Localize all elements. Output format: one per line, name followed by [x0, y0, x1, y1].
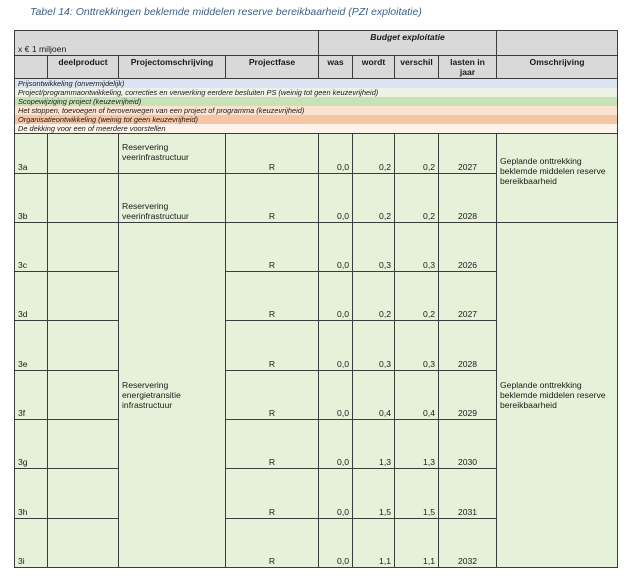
value-wordt: 1,3	[353, 420, 395, 469]
project-phase: R	[226, 371, 319, 420]
value-verschil: 0,2	[395, 174, 439, 223]
project-phase: R	[226, 272, 319, 321]
table-row	[15, 134, 618, 174]
legend-item: Project/programmaontwikkeling, correcties en verwerking eerdere besluiten PS (weinig tot geen keuzevrijheid)	[15, 88, 618, 97]
legend-item: Het stoppen, toevoegen of heroverwegen van een project of programma (keuzevrijheid)	[15, 106, 618, 115]
project-description: Reservering veerinfrastructuur	[119, 134, 226, 174]
table-row	[15, 223, 618, 272]
deelproduct-cell	[48, 223, 119, 272]
deelproduct-cell	[48, 134, 119, 174]
table-caption: Tabel 14: Onttrekkingen beklemde middelen reserve bereikbaarheid (PZI exploitatie)	[30, 6, 422, 18]
value-verschil: 0,4	[395, 371, 439, 420]
value-year: 2028	[439, 174, 497, 223]
project-description: Reservering veerinfrastructuur	[119, 174, 226, 223]
col-projectfase: Projectfase	[226, 56, 319, 79]
legend-row	[15, 88, 618, 97]
col-was: was	[319, 56, 353, 79]
value-year: 2031	[439, 469, 497, 519]
omschrijving-group1: Geplande onttrekking beklemde middelen reserve bereikbaarheid	[497, 134, 618, 223]
header-empty-cell	[497, 31, 618, 56]
value-year: 2028	[439, 321, 497, 371]
value-verschil: 0,2	[395, 134, 439, 174]
value-was: 0,0	[319, 174, 353, 223]
deelproduct-cell	[48, 469, 119, 519]
row-id: 3f	[15, 371, 48, 420]
project-phase: R	[226, 174, 319, 223]
value-verschil: 0,2	[395, 272, 439, 321]
header-row-top	[15, 31, 618, 56]
value-wordt: 0,2	[353, 134, 395, 174]
value-verschil: 0,3	[395, 321, 439, 371]
value-was: 0,0	[319, 420, 353, 469]
row-id: 3i	[15, 519, 48, 568]
value-was: 0,0	[319, 321, 353, 371]
value-verschil: 1,5	[395, 469, 439, 519]
legend-item: Scopewijziging project (keuzevrijheid)	[15, 97, 618, 106]
project-phase: R	[226, 134, 319, 174]
value-was: 0,0	[319, 371, 353, 420]
unit-label: x € 1 miljoen	[15, 31, 319, 56]
col-id-header	[15, 56, 48, 79]
omschrijving-group2: Geplande onttrekking beklemde middelen reserve bereikbaarheid	[497, 223, 618, 568]
legend-item: Prijsontwikkeling (onvermijdelijk)	[15, 79, 618, 89]
legend-row	[15, 106, 618, 115]
value-was: 0,0	[319, 223, 353, 272]
project-description-energie: Reservering energietransitie infrastructuur	[119, 223, 226, 568]
row-id: 3h	[15, 469, 48, 519]
deelproduct-cell	[48, 174, 119, 223]
value-year: 2032	[439, 519, 497, 568]
legend-item: De dekking voor een of meerdere voorstellen	[15, 124, 618, 134]
legend-row	[15, 115, 618, 124]
deelproduct-cell	[48, 420, 119, 469]
deelproduct-cell	[48, 321, 119, 371]
row-id: 3a	[15, 134, 48, 174]
budget-group-header: Budget exploitatie	[319, 31, 497, 56]
value-year: 2027	[439, 134, 497, 174]
value-year: 2030	[439, 420, 497, 469]
project-phase: R	[226, 420, 319, 469]
column-header-row	[15, 56, 618, 79]
col-wordt: wordt	[353, 56, 395, 79]
project-phase: R	[226, 519, 319, 568]
value-was: 0,0	[319, 469, 353, 519]
value-wordt: 0,3	[353, 223, 395, 272]
legend-row	[15, 124, 618, 134]
project-phase: R	[226, 321, 319, 371]
deelproduct-cell	[48, 371, 119, 420]
value-wordt: 0,3	[353, 321, 395, 371]
withdrawals-table	[14, 30, 618, 568]
deelproduct-cell	[48, 272, 119, 321]
value-verschil: 1,1	[395, 519, 439, 568]
value-year: 2026	[439, 223, 497, 272]
row-id: 3d	[15, 272, 48, 321]
row-id: 3g	[15, 420, 48, 469]
value-verschil: 0,3	[395, 223, 439, 272]
col-lasten: lasten in jaar	[439, 56, 497, 79]
col-deelproduct: deelproduct	[48, 56, 119, 79]
legend-row	[15, 79, 618, 89]
value-was: 0,0	[319, 272, 353, 321]
value-was: 0,0	[319, 519, 353, 568]
deelproduct-cell	[48, 519, 119, 568]
value-year: 2029	[439, 371, 497, 420]
value-year: 2027	[439, 272, 497, 321]
project-phase: R	[226, 469, 319, 519]
row-id: 3b	[15, 174, 48, 223]
value-wordt: 0,2	[353, 174, 395, 223]
value-wordt: 0,4	[353, 371, 395, 420]
row-id: 3c	[15, 223, 48, 272]
col-projectomschrijving: Projectomschrijving	[119, 56, 226, 79]
row-id: 3e	[15, 321, 48, 371]
col-omschrijving: Omschrijving	[497, 56, 618, 79]
value-wordt: 1,5	[353, 469, 395, 519]
project-phase: R	[226, 223, 319, 272]
legend-item: Organisatieontwikkeling (weinig tot geen keuzevrijheid)	[15, 115, 618, 124]
value-wordt: 0,2	[353, 272, 395, 321]
col-verschil: verschil	[395, 56, 439, 79]
value-verschil: 1,3	[395, 420, 439, 469]
value-was: 0,0	[319, 134, 353, 174]
legend-row	[15, 97, 618, 106]
value-wordt: 1,1	[353, 519, 395, 568]
